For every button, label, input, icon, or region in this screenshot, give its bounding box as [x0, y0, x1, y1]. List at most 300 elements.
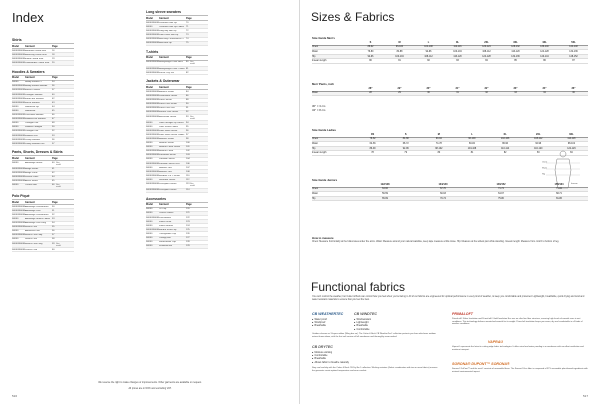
cell-garment: Merino Pullover — [25, 89, 41, 92]
cell-page: 70 — [186, 21, 189, 24]
cell-garment: Warrior Park Jacket — [159, 111, 179, 114]
size-cell: 96-100 — [468, 138, 476, 141]
cell-model: S0000 — [12, 109, 19, 112]
size-cell: 67-70 — [440, 188, 446, 191]
size-cell: 108-112 — [482, 50, 491, 53]
cell-page: 52 — [52, 130, 55, 133]
size-cell: 85 — [514, 60, 517, 63]
cell-model: S0000/S0000 — [12, 85, 26, 88]
cell-garment: Parka Park Jacket — [159, 103, 177, 106]
section-title: Long sleeve sweaters — [146, 10, 182, 14]
cell-page: 54 — [52, 222, 55, 225]
size-cell: 108-112 — [424, 55, 433, 58]
size-cell: 84 — [485, 60, 488, 63]
table-body — [12, 161, 74, 190]
cell-page: 86 — [186, 95, 189, 98]
cell-garment: Whitehall Hat — [159, 245, 173, 248]
cell-page: 114 — [186, 189, 190, 192]
header-model: Model — [146, 85, 153, 89]
measure-figure-female-icon — [540, 147, 586, 190]
table-body — [12, 49, 74, 65]
table-body — [146, 21, 208, 46]
cell-model: S0000/S0000 — [146, 90, 160, 93]
size-column-header: 31" — [455, 86, 460, 90]
size-column-header: 122/128 — [380, 182, 390, 186]
cell-model: S0000/S0000 — [146, 42, 160, 45]
table-body — [12, 205, 74, 252]
cell-model: S0000/S0000 — [146, 183, 160, 186]
size-cell: 122-126 — [567, 147, 576, 150]
size-column-header: M — [398, 40, 401, 44]
header-page: Page — [186, 56, 192, 60]
feature-item: ● Breathable — [312, 324, 327, 327]
cell-page: 51 — [52, 209, 55, 212]
size-row-label: Hip — [312, 147, 316, 150]
size-cell: 92-96 — [535, 142, 542, 145]
cell-garment: Long Bay Half Zip — [159, 29, 177, 32]
cell-model: S0000/S0000 — [146, 111, 160, 114]
cell-garment: Hoody Knitted PT — [25, 81, 43, 84]
cell-page: 92 — [186, 111, 189, 114]
size-row-label: Inseam length — [312, 152, 327, 155]
size-column-header: 28" — [368, 86, 373, 90]
cell-model: S0000/S0000 — [12, 176, 26, 179]
figure-label-hip: Hip — [542, 173, 546, 176]
cell-garment: Harbour Jacket — [159, 137, 174, 140]
cell-page: 34 — [52, 81, 55, 84]
cell-model: S0000/S0000 — [12, 209, 26, 212]
section-title: Polo Piqué — [12, 194, 30, 198]
cell-page: 56 — [52, 138, 55, 141]
cell-page: 108 — [186, 170, 190, 173]
cell-model: S0000 — [12, 238, 19, 241]
size-row-label: Chest — [312, 46, 319, 49]
size-cell: 86-90 — [369, 147, 376, 150]
page-number-right: 517 — [582, 394, 588, 398]
size-cell: 84 — [570, 152, 573, 155]
cell-garment: Advantage Performance — [25, 213, 49, 216]
size-column-header: S — [404, 132, 407, 136]
cell-model: S0000 — [146, 178, 153, 181]
feature-item: ● Allows fabric to breathe naturally — [312, 361, 349, 364]
header-garment: Garment — [159, 56, 169, 60]
cell-garment: Classic Gloves — [159, 212, 174, 215]
cell-model: S0000 — [12, 105, 19, 108]
cell-page: 20 — [52, 62, 55, 65]
index-title: Index — [12, 10, 44, 25]
cell-model: S0000/S0000 — [146, 34, 160, 37]
feature-item: ● Breathable — [312, 357, 349, 360]
size-cell: 33 — [514, 92, 517, 95]
size-cell: 148-152 — [569, 55, 578, 58]
size-column-header: 32" — [484, 86, 489, 90]
cell-garment: Parkdale Jacket Vest — [159, 162, 180, 165]
cell-model: S0000/S0000 — [146, 150, 160, 153]
cell-page: 125 — [186, 228, 190, 231]
section-title: Shirts — [12, 38, 22, 42]
header-model: Model — [146, 56, 153, 60]
cell-model: S0000/S0000 — [146, 189, 160, 192]
cell-model: S0000/S0000 — [146, 99, 160, 102]
table-row — [12, 142, 74, 146]
size-column-header: 2XL — [535, 132, 541, 136]
feature-item: ● Breathable — [354, 324, 371, 327]
cell-model: S0000/S0000 — [12, 57, 26, 60]
size-column-header: 4XL — [542, 40, 547, 44]
size-cell: 86 — [543, 60, 546, 63]
cell-page: 58 — [52, 238, 55, 241]
cell-garment: Stretch Polo Lady — [25, 234, 43, 237]
cell-garment: Parka Jacket — [159, 99, 172, 102]
cell-model: S0000/S0000 — [146, 67, 160, 70]
cell-garment: Cheap Sweater — [25, 138, 41, 141]
size-cell: 76-80 — [367, 50, 374, 53]
cell-page: 48 — [52, 122, 55, 125]
size-cell: 83 — [536, 152, 540, 155]
how-to-measure-title: How to measure — [312, 236, 334, 240]
cell-garment: Hoody Knitted Sweater — [25, 85, 48, 88]
cell-garment: Advantage Stretch Ladies — [25, 218, 51, 221]
cell-garment: Welsh Sweater — [25, 101, 40, 104]
section-title: T-shirts — [146, 49, 159, 54]
cell-model: S0000/S0000 — [12, 242, 26, 245]
size-column-header: 3XL — [513, 40, 518, 44]
size-row-label: Chest — [312, 188, 319, 191]
cell-page: 123 — [186, 220, 190, 223]
size-cell: 81 — [398, 60, 401, 63]
table-body — [146, 90, 208, 192]
table-row — [146, 189, 208, 193]
cell-page: 107 — [186, 166, 190, 169]
cell-garment: Buttoned Oxford Shirt — [25, 49, 47, 52]
size-cell: 132-136 — [569, 50, 578, 53]
size-cell: 68-72 — [402, 142, 409, 145]
cell-model: S0000 — [12, 184, 19, 187]
cell-garment: Heather Parka — [159, 150, 174, 153]
cell-garment: Parka Park Vest — [159, 107, 175, 110]
size-header-spacer — [312, 183, 356, 186]
size-cell: 75-82 — [556, 188, 562, 191]
size-table-title: Men' Pants, inch — [312, 82, 334, 86]
header-page: Page — [52, 76, 58, 80]
header-garment: Garment — [25, 76, 35, 80]
weathertec-features — [312, 318, 327, 328]
section-title: Hoodies & Sweaters — [12, 69, 45, 74]
pants-note-1: 30" = 3 cm — [312, 104, 326, 108]
cell-page: 59 — [52, 242, 55, 245]
cell-model: S0000 — [146, 125, 153, 128]
header-page: Page — [52, 200, 58, 204]
cell-model: S0000/S0000 — [146, 129, 160, 132]
size-cell: 79 — [404, 152, 407, 155]
cell-page: 126 — [186, 232, 190, 235]
cell-garment: Classic Polo — [25, 248, 38, 251]
cell-model: S0000 — [12, 161, 19, 164]
cell-page: 93 — [186, 115, 189, 118]
cell-page: 53 — [52, 218, 55, 221]
header-model: Model — [146, 16, 153, 20]
size-cell: 110-114 — [501, 147, 510, 150]
header-model: Model — [12, 156, 19, 160]
size-cell: 34 — [543, 92, 546, 95]
cell-garment: Hold Half Zip — [159, 42, 172, 45]
size-cell: 30 — [427, 92, 430, 95]
size-cell: 124-128 — [482, 55, 491, 58]
cell-garment: Active Shorts — [25, 180, 38, 183]
cell-page: 81 — [186, 67, 189, 70]
cell-page: 36 — [52, 85, 55, 88]
size-cell: 86-90 — [502, 142, 509, 145]
section-title: Pants, Shorts, Dresses & Skirts — [12, 150, 63, 155]
header-garment: Garment — [159, 203, 169, 207]
cell-page: 128 — [186, 241, 190, 244]
size-cell: 112-116 — [453, 46, 462, 49]
drytec-features — [312, 351, 349, 364]
cell-garment: Stretch Polo — [25, 226, 37, 229]
header-page: Page — [52, 44, 58, 48]
cell-garment: Kotton Blu Sweater — [25, 97, 44, 100]
cell-garment: Leisure Pants — [25, 176, 39, 179]
cell-model: S0000/S0000 — [12, 138, 26, 141]
size-cell: 81-86 — [556, 197, 562, 200]
cell-model: S0000 — [12, 126, 19, 129]
cell-page: 90 — [186, 103, 189, 106]
figure-label-chest: Chest — [542, 161, 548, 164]
size-cell: 88-92 — [367, 46, 374, 49]
header-garment: Garment — [25, 156, 35, 160]
cell-model: S0000 — [146, 25, 153, 28]
new-model-badge: New model — [190, 61, 195, 66]
feature-item: ● Windproof — [312, 321, 327, 324]
cell-page: 100 — [186, 142, 190, 145]
cell-model: S0000/S0000 — [146, 216, 160, 219]
header-garment: Garment — [159, 16, 169, 20]
cell-garment: Stretch Polo Long — [25, 242, 43, 245]
cell-model: S0000 — [12, 218, 19, 221]
cell-page: 97 — [186, 133, 189, 136]
cell-model: S0000/S0000 — [146, 137, 160, 140]
cell-page: 16 — [52, 49, 55, 52]
size-cell: 96-100 — [395, 46, 404, 49]
cell-page: 129 — [186, 245, 190, 248]
cell-garment: Lofar Jacket Ladies — [159, 125, 178, 128]
size-cell: 82 — [427, 60, 430, 63]
size-cell: 56-59 — [382, 192, 388, 195]
size-cell: 98-102 — [435, 147, 443, 150]
new-model-badge: New model — [190, 183, 195, 188]
cell-model: S0000/S0000 — [146, 174, 160, 177]
size-row — [312, 92, 588, 97]
size-table-title: Size Guide Men's — [312, 36, 335, 40]
size-column-header: 30" — [426, 86, 431, 90]
size-cell: 70-74 — [440, 197, 446, 200]
windtec-features — [354, 318, 371, 331]
size-cell: 92-96 — [367, 55, 374, 58]
cell-model: S0000/S0000 — [146, 61, 160, 64]
index-section — [12, 38, 74, 66]
size-cell: 80 — [437, 152, 441, 155]
index-section — [12, 150, 74, 190]
cell-page: 106 — [186, 162, 190, 165]
size-table-title: Size Guide Ladies — [312, 128, 336, 132]
cell-garment: Heavyweight Crew Neck — [159, 61, 183, 64]
size-column-header: 146/152 — [496, 182, 506, 186]
size-cell: 108-112 — [534, 138, 543, 141]
cell-garment: Parkwood Jacket — [159, 154, 176, 157]
cell-page: 120 — [186, 208, 190, 211]
cell-page: 112 — [186, 178, 190, 181]
header-garment: Garment — [159, 85, 169, 89]
feature-item: ● Comfortable — [354, 328, 371, 331]
cell-model: S0000/S0000 — [12, 89, 26, 92]
size-cell: 104-108 — [424, 46, 433, 49]
cell-page: 18 — [52, 53, 55, 56]
feature-item: ● Windresistant — [354, 318, 371, 321]
cell-model: S0000 — [146, 224, 153, 227]
feature-item: ● Water proof — [312, 318, 327, 321]
cell-model: S0000 — [146, 212, 153, 215]
cell-page: 74 — [186, 38, 189, 41]
cell-page: 45 — [52, 109, 55, 112]
cell-model: S0000 — [146, 245, 153, 248]
cell-page: 44 — [52, 176, 55, 179]
size-cell: 140-144 — [540, 55, 549, 58]
index-section — [12, 194, 74, 252]
cell-model: S0000 — [12, 122, 19, 125]
index-section — [146, 10, 208, 46]
cell-garment: Stretch Polo — [25, 238, 37, 241]
cell-model: S0000/S0000 — [146, 21, 160, 24]
cell-garment: Advanced Polo — [25, 230, 40, 233]
size-cell: 114-118 — [567, 138, 576, 141]
size-cell: 64-67 — [498, 192, 504, 195]
cell-garment: Advantage Polo Long — [25, 222, 46, 225]
size-cell: 65-69 — [382, 197, 388, 200]
cell-garment: Cardigan Knit — [25, 122, 39, 125]
cell-garment: Tidal Lakes Half Zip — [159, 34, 179, 37]
cell-page: 110 — [186, 174, 190, 177]
cell-model: S0000 — [146, 208, 153, 211]
index-section — [146, 197, 208, 249]
cell-garment: Lofar Warm Jacket Ladies — [159, 133, 185, 136]
cell-garment: Thorsgarden Cap — [159, 232, 177, 235]
cell-page: 41 — [52, 168, 55, 171]
size-cell: 84-88 — [402, 138, 409, 141]
size-cell: 80-84 — [469, 142, 475, 145]
cell-garment: Sweatshirt — [25, 109, 36, 112]
cell-model: S0000/S0000 — [146, 38, 160, 41]
cell-model: S0000/S0000 — [12, 101, 26, 104]
size-cell: 31 — [456, 92, 459, 95]
cell-garment: Cold Beanie — [159, 216, 171, 219]
cell-model: S0000/S0000 — [146, 71, 160, 74]
size-column-header: 2XL — [484, 40, 489, 44]
cell-garment: Canopy Hat — [159, 237, 171, 240]
cell-model: S0000 — [146, 220, 153, 223]
size-cell: 63-66 — [382, 188, 388, 191]
header-page: Page — [186, 203, 192, 207]
cell-page: 103 — [186, 154, 190, 157]
cell-page: 124 — [186, 224, 190, 227]
size-cell: 62-66 — [369, 142, 376, 145]
size-column-header: M — [437, 132, 440, 136]
cell-garment: Fleece Scarf — [159, 220, 172, 223]
size-cell: 87 — [572, 60, 575, 63]
size-cell: 128-132 — [511, 46, 520, 49]
pants-note-2: 34" = 8 cm — [312, 108, 326, 112]
header-page: Page — [52, 156, 58, 160]
size-table — [312, 40, 588, 64]
cell-garment: Isolated Cardigan — [25, 126, 43, 129]
cell-model: S0000/S0000 — [12, 222, 26, 225]
size-cell: 84-88 — [396, 50, 403, 53]
size-cell: 102-106 — [500, 138, 510, 141]
size-header-spacer — [312, 133, 356, 136]
new-model-badge: New model — [56, 161, 61, 166]
size-cell: 71-74 — [498, 188, 504, 191]
cell-page: 40 — [52, 161, 55, 164]
feature-item: ● Moisture wicking — [312, 351, 349, 354]
size-column-header: L — [427, 40, 430, 44]
cell-model: S0000/S0000 — [12, 97, 26, 100]
cell-model: S0000/S0000 — [12, 93, 26, 96]
cell-page: 122 — [186, 216, 190, 219]
cell-garment: Harbour Vest — [159, 170, 172, 173]
cell-garment: Hold Bay Performance PT — [159, 38, 185, 41]
cell-garment: Heather Parka Jacket — [159, 146, 181, 149]
cell-garment: Heather Jacket — [159, 142, 174, 145]
cell-page: 80 — [186, 61, 189, 64]
cell-garment: Casual Skirt — [25, 184, 37, 187]
size-cell: 120-124 — [482, 46, 491, 49]
cell-garment: Windcheater Cap — [159, 241, 176, 244]
size-header-spacer — [312, 41, 356, 44]
cell-garment: Advantage Shorts — [25, 161, 43, 164]
size-column-header: 36" — [571, 86, 576, 90]
figure-label-inseam: Inseam — [571, 183, 578, 185]
size-row-label: Waist — [312, 192, 318, 195]
cell-page: 57 — [52, 142, 55, 145]
size-row-label: Chest — [312, 138, 319, 141]
cell-page: 57 — [52, 234, 55, 237]
cell-model: S0000/S0000 — [12, 118, 26, 121]
cell-garment: Harbour Vest — [159, 166, 172, 169]
size-cell: 83 — [456, 60, 459, 63]
cell-model: S0000/S0000 — [12, 205, 26, 208]
new-model-badge: New model — [190, 115, 195, 120]
cell-page: 42 — [52, 172, 55, 175]
cell-page: 98 — [186, 137, 189, 140]
size-cell: 36 — [572, 92, 575, 95]
weathertec-note: Outdoor classes on 3 layers rubber (Wing box so). The Cutter & Buck CB WeatherTec® collection protects you from whichever outdoor nature throws down, with the first soft version of full membrane and thoroughly seam-sealed. — [312, 333, 436, 338]
size-column-header: 33" — [513, 86, 518, 90]
size-cell: 80 — [369, 60, 372, 63]
size-cell: 144-148 — [569, 46, 578, 49]
section-title: Jackets & Outerwear — [146, 79, 180, 84]
cell-model: S0000/S0000 — [12, 248, 26, 251]
size-cell: 92-96 — [425, 50, 432, 53]
index-section — [146, 50, 208, 75]
cell-garment: Bridge Pants — [25, 172, 38, 175]
table-row — [146, 42, 208, 46]
cell-model: S0000/S0000 — [12, 130, 26, 133]
cell-model: S0000/S0000 — [12, 213, 26, 216]
table-row — [12, 61, 74, 65]
cell-model: S0000/S0000 — [12, 114, 26, 117]
size-cell: 124-128 — [540, 50, 549, 53]
cell-garment: Sweatshirt Zip — [25, 105, 39, 108]
size-cell: 104-108 — [467, 147, 477, 150]
